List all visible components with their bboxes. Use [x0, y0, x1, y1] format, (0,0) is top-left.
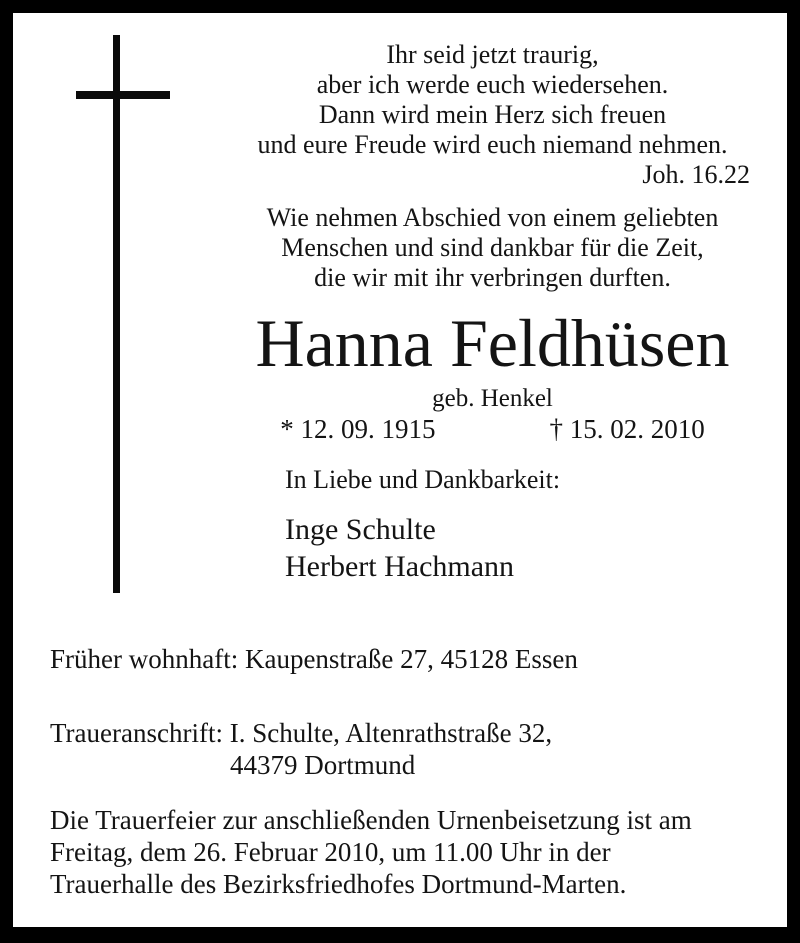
- funeral-info: [50, 804, 760, 900]
- quote-attribution: Joh. 16.22: [642, 160, 750, 189]
- mourner-name: Inge Schulte: [285, 513, 436, 546]
- farewell-line: die wir mit ihr verbringen durften.: [314, 263, 671, 292]
- quote-line: Dann wird mein Herz sich freuen: [318, 100, 667, 129]
- mourner-name: Herbert Hachmann: [285, 550, 515, 583]
- death-date: † 15. 02. 2010: [549, 414, 705, 444]
- funeral-info-line: Freitag, dem 26. Februar 2010, um 11.00 Uhr in der: [50, 837, 611, 867]
- scripture-quote: [235, 40, 750, 190]
- birth-date: * 12. 09. 1915: [280, 414, 436, 444]
- farewell-line: Wie nehmen Abschied von einem geliebten: [266, 203, 719, 232]
- former-residence: Früher wohnhaft: Kaupenstraße 27, 45128 Essen: [50, 644, 578, 674]
- life-dates: [235, 414, 750, 444]
- farewell-line: Menschen und sind dankbar für die Zeit,: [281, 233, 704, 262]
- condolence-address-line1: Traueranschrift: I. Schulte, Altenrathstraße 32,: [50, 718, 553, 748]
- quote-line: aber ich werde euch wiedersehen.: [316, 70, 669, 99]
- quote-line: und eure Freude wird euch niemand nehmen.: [257, 130, 728, 159]
- deceased-name: Hanna Feldhüsen: [255, 305, 730, 381]
- maiden-name: geb. Henkel: [432, 385, 553, 412]
- cross-icon-horizontal-bar: [76, 91, 170, 99]
- mourners-intro: In Liebe und Dankbarkeit:: [285, 465, 561, 494]
- funeral-info-line: Trauerhalle des Bezirksfriedhofes Dortmund-Marten.: [50, 869, 627, 899]
- quote-line: Ihr seid jetzt traurig,: [386, 40, 599, 69]
- farewell-text: [235, 203, 750, 293]
- obituary-page: [13, 13, 787, 927]
- condolence-address-line2: 44379 Dortmund: [230, 750, 416, 780]
- funeral-info-line: Die Trauerfeier zur anschließenden Urnenbeisetzung ist am: [50, 805, 692, 835]
- cross-icon-vertical-bar: [113, 35, 120, 593]
